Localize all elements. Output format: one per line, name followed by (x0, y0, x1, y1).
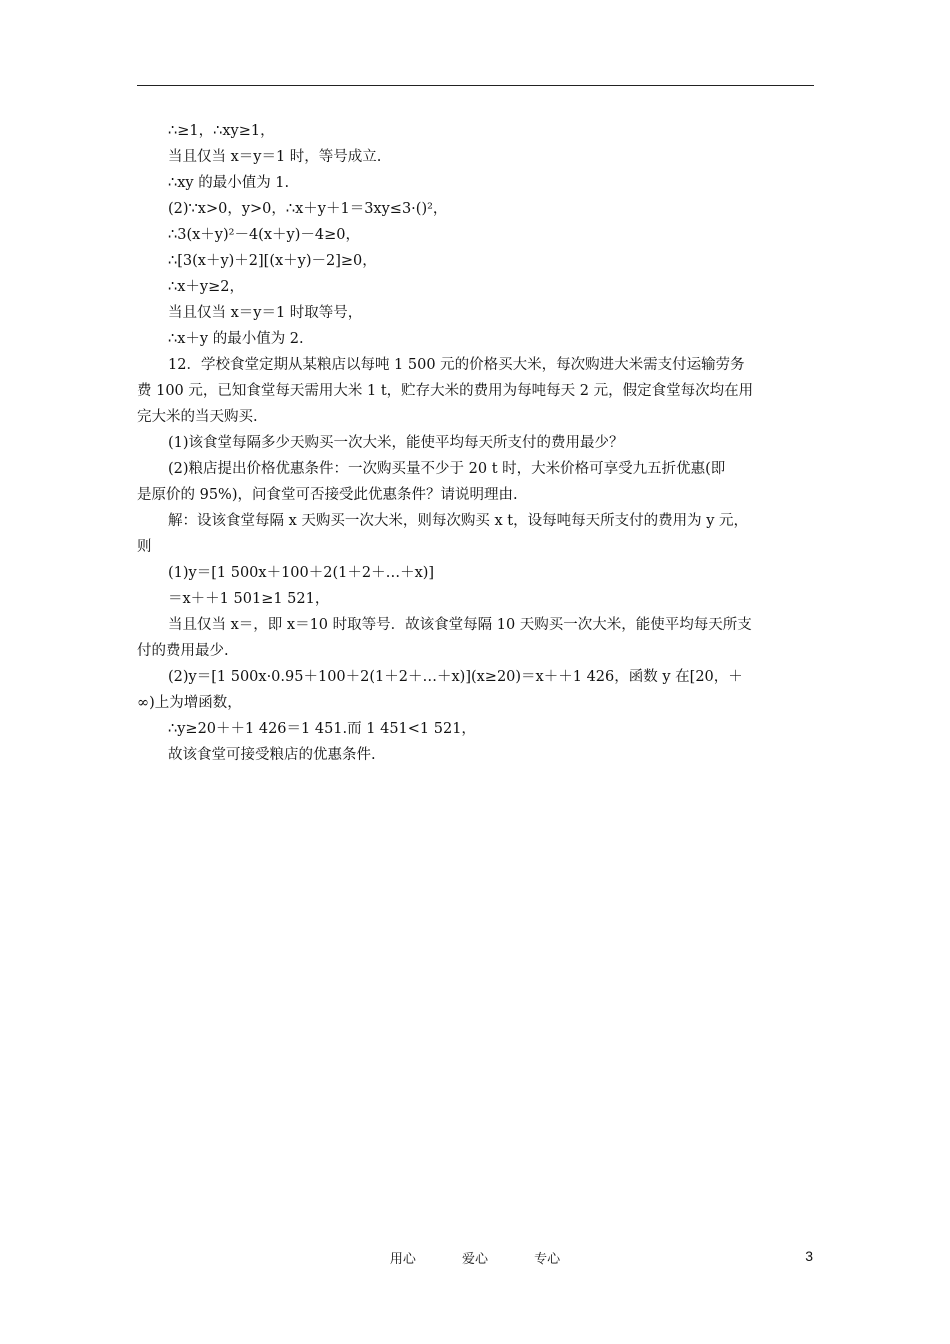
header-rule (137, 85, 814, 86)
text-line: ∴x＋y≥2， (168, 279, 244, 295)
text-line: ∴≥1，∴xy≥1， (168, 123, 275, 139)
text-line: 费 100 元，已知食堂每天需用大米 1 t，贮存大米的费用为每吨每天 2 元，假定食堂每次均在用 (137, 383, 754, 399)
text-line: ＝x＋＋1 501≥1 521， (168, 591, 330, 607)
text-line: 付的费用最少. (137, 643, 229, 659)
question-1-line: (1)该食堂每隔多少天购买一次大米，能使平均每天所支付的费用最少？ (168, 435, 624, 451)
text-line: (2)y＝[1 500x·0.95＋100＋2(1＋2＋…＋x)](x≥20)＝x＋＋1 426，函数 y 在[20，＋ (168, 669, 743, 685)
question-2-line: (2)粮店提出价格优惠条件：一次购买量不少于 20 t 时，大米价格可享受九五折优惠(即 (168, 461, 726, 477)
text-line: ∴xy 的最小值为 1. (168, 175, 290, 191)
text-line: (2)∵x>0，y>0，∴x＋y＋1＝3xy≤3·()²， (168, 201, 448, 217)
text-line: ∴y≥20＋＋1 426＝1 451.而 1 451<1 521， (168, 721, 476, 737)
text-line: ∴x＋y 的最小值为 2. (168, 331, 304, 347)
text-line: (1)y＝[1 500x＋100＋2(1＋2＋…＋x)] (168, 565, 435, 581)
text-line: ∞)上为增函数， (137, 695, 242, 711)
text-line: 当且仅当 x＝，即 x＝10 时取等号．故该食堂每隔 10 天购买一次大米，能使平均每天所支 (168, 617, 752, 633)
text-line: 是原价的 95%)，问食堂可否接受此优惠条件？请说明理由. (137, 487, 518, 503)
footer-word: 爱心 (461, 1252, 488, 1267)
page-number: 3 (805, 1248, 813, 1264)
text-line: ∴[3(x＋y)＋2][(x＋y)－2]≥0， (168, 253, 377, 269)
solution-line: 解：设该食堂每隔 x 天购买一次大米，则每次购买 x t，设每吨每天所支付的费用为 y 元， (168, 513, 749, 529)
footer-word: 用心 (389, 1252, 416, 1267)
footer-word: 专心 (534, 1252, 561, 1267)
text-line: 当且仅当 x＝y＝1 时取等号， (168, 305, 363, 321)
text-line: 当且仅当 x＝y＝1 时，等号成立. (168, 149, 382, 165)
problem-12-line: 12．学校食堂定期从某粮店以每吨 1 500 元的价格买大米，每次购进大米需支付运输劳务 (168, 357, 745, 373)
text-line: 完大米的当天购买. (137, 409, 258, 425)
text-line: 故该食堂可接受粮店的优惠条件. (168, 747, 376, 763)
document-body (137, 118, 814, 768)
text-line: 则 (137, 539, 152, 555)
text-line: ∴3(x＋y)²－4(x＋y)－4≥0， (168, 227, 360, 243)
